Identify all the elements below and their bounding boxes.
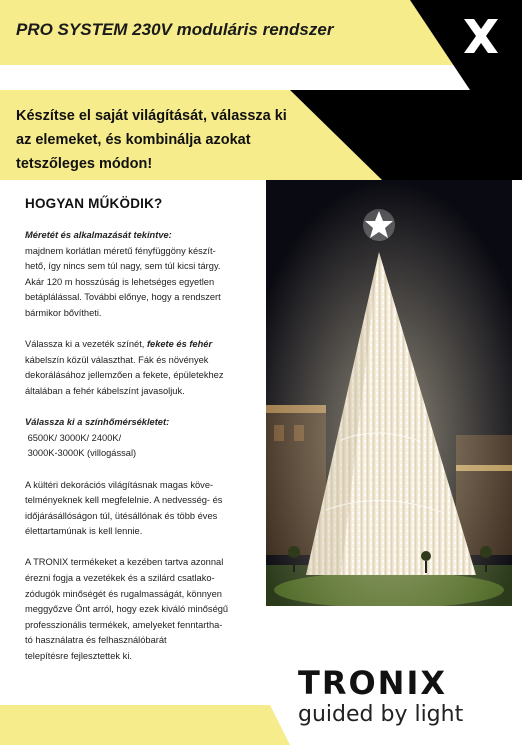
body-line: A TRONIX termékeket a kezében tartva azonnal	[25, 557, 224, 568]
brand-name: TRONIX	[298, 664, 448, 702]
body-line: professzionális termékek, amelyeket fenntartha-	[25, 619, 223, 630]
body-line: érezni fogja a vezetékek és a szilárd csatlako-	[25, 573, 215, 584]
body-line: Válassza ki a vezeték színét, fekete és fehér	[25, 339, 213, 350]
intro-banner	[16, 104, 316, 176]
banner-line: az elemeket, és kombinálja azokat	[16, 132, 251, 148]
brand-tagline: guided by light	[298, 702, 464, 727]
x-logo-icon	[462, 17, 500, 55]
body-line: betáplálással. További előnye, hogy a rendszert	[25, 292, 221, 303]
body-line: majdnem korlátlan méretű fényfüggöny készít-	[25, 245, 216, 256]
body-line: kábelszín közül választhat. Fák és növények	[25, 354, 209, 365]
header-title: PRO SYSTEM 230V moduláris rendszer	[16, 20, 334, 39]
banner-line: tetszőleges módon!	[16, 156, 153, 172]
body-line: 3000K-3000K (villogással)	[25, 448, 137, 459]
body-line: élettartamúnak is kell lennie.	[25, 526, 143, 537]
emphasis-text: fekete és fehér	[146, 339, 213, 350]
paragraph-heading: Válassza ki a színhőmérsékletet:	[25, 417, 170, 428]
body-line: telepítésre fejlesztettek ki.	[25, 651, 132, 662]
body-line: dekorálásához jellemzően a fekete, épületekhez	[25, 370, 224, 381]
body-text	[25, 228, 255, 665]
body-line: általában a fehér kábelszínt javasoljuk.	[25, 385, 185, 396]
body-line: tó használatra és felhasználóbarát	[25, 635, 167, 646]
body-line: időjárásállóságon túl, ütésállónak és több éves	[25, 510, 218, 521]
body-line: A kültéri dekorációs világításnak magas köve-	[25, 479, 214, 490]
body-line: zódugók minőségét és rugalmasságát, könnyen	[25, 588, 222, 599]
banner-line: Készítse el saját világítását, válassza ki	[16, 108, 287, 124]
body-line: meggyőzve Önt arról, hogy ezek kiváló minőségű	[25, 604, 229, 615]
paragraph-heading: Méretét és alkalmazását tekintve:	[25, 230, 172, 240]
body-line: bármikor bővítheti.	[25, 307, 102, 318]
body-line: telményeknek kell megfelelnie. A nedvesség- és	[25, 495, 223, 506]
body-line: hető, így nincs sem túl nagy, sem túl kicsi tárgy.	[25, 261, 221, 272]
christmas-tree-photo	[266, 180, 512, 606]
footer-stripe	[0, 705, 290, 745]
body-line: 6500K/ 3000K/ 2400K/	[25, 432, 122, 443]
section-title: HOGYAN MŰKÖDIK?	[25, 196, 163, 211]
body-line: Akár 120 m hosszúság is lehetséges egyetlen	[25, 276, 215, 287]
